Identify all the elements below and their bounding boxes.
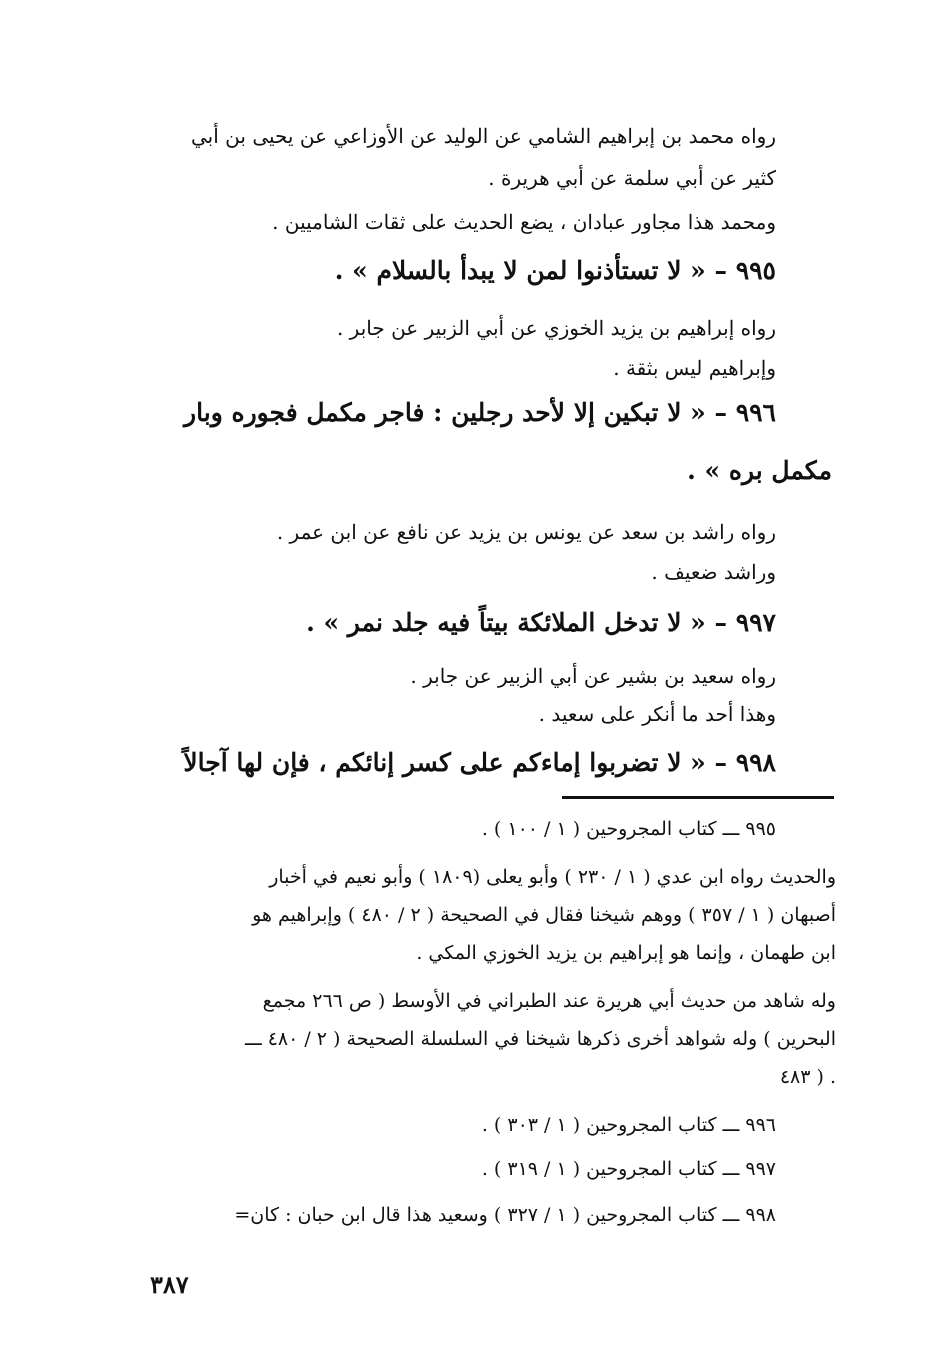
footnote-paragraph-line: والحديث رواه ابن عدي ( ١ / ٢٣٠ ) وأبو يعلى (١٨٠٩ ) وأبو نعيم في أخبار <box>269 866 836 888</box>
body-line: رواه راشد بن سعد عن يونس بن يزيد عن نافع عن ابن عمر . <box>276 520 776 544</box>
body-line: رواه سعيد بن بشير عن أبي الزبير عن جابر . <box>410 664 776 688</box>
body-line: كثير عن أبي سلمة عن أبي هريرة . <box>488 166 776 190</box>
body-line: وهذا أحد ما أنكر على سعيد . <box>538 702 776 726</box>
hadith-996-line-2: مكمل بره » . <box>687 456 832 485</box>
footnote-995: ٩٩٥ ـــ كتاب المجروحين ( ١ / ١٠٠ ) . <box>481 818 776 840</box>
footnote-paragraph-line: ابن طهمان ، وإنما هو إبراهيم بن يزيد الخوزي المكي . <box>416 942 836 964</box>
footnote-paragraph-line: أصبهان ( ١ / ٣٥٧ ) ووهم شيخنا فقال في الصحيحة ( ٢ / ٤٨٠ ) وإبراهيم هو <box>252 904 836 926</box>
body-line: وإبراهيم ليس بثقة . <box>613 356 776 380</box>
body-line: ومحمد هذا مجاور عبادان ، يضع الحديث على ثقات الشاميين . <box>272 210 776 234</box>
body-line: وراشد ضعيف . <box>651 560 776 584</box>
page-number: ٣٨٧ <box>150 1270 189 1299</box>
footnote-paragraph-line: ٤٨٣ ) . <box>779 1066 836 1088</box>
footnote-997: ٩٩٧ ـــ كتاب المجروحين ( ١ / ٣١٩ ) . <box>481 1158 776 1180</box>
footnote-paragraph-line: وله شاهد من حديث أبي هريرة عند الطبراني في الأوسط ( ص ٢٦٦ مجمع <box>262 990 836 1012</box>
footnote-998: ٩٩٨ ـــ كتاب المجروحين ( ١ / ٣٢٧ ) وسعيد هذا قال ابن حبان : كان= <box>234 1204 776 1226</box>
hadith-998: ٩٩٨ – « لا تضربوا إماءكم على كسر إنائكم ، فإن لها آجالاً <box>183 748 776 777</box>
hadith-996-line-1: ٩٩٦ – « لا تبكين إلا لأحد رجلين : فاجر مكمل فجوره وبار <box>184 398 776 427</box>
body-line: رواه محمد بن إبراهيم الشامي عن الوليد عن الأوزاعي عن يحيى بن أبي <box>191 124 776 148</box>
footnote-paragraph-line: البحرين ) وله شواهد أخرى ذكرها شيخنا في السلسلة الصحيحة ( ٢ / ٤٨٠ ـــ <box>244 1028 836 1050</box>
hadith-995: ٩٩٥ – « لا تستأذنوا لمن لا يبدأ بالسلام » . <box>334 256 776 285</box>
hadith-997: ٩٩٧ – « لا تدخل الملائكة بيتاً فيه جلد نمر » . <box>306 608 776 637</box>
footnote-996: ٩٩٦ ـــ كتاب المجروحين ( ١ / ٣٠٣ ) . <box>481 1114 776 1136</box>
footnote-separator <box>562 796 834 799</box>
body-line: رواه إبراهيم بن يزيد الخوزي عن أبي الزبير عن جابر . <box>336 316 776 340</box>
